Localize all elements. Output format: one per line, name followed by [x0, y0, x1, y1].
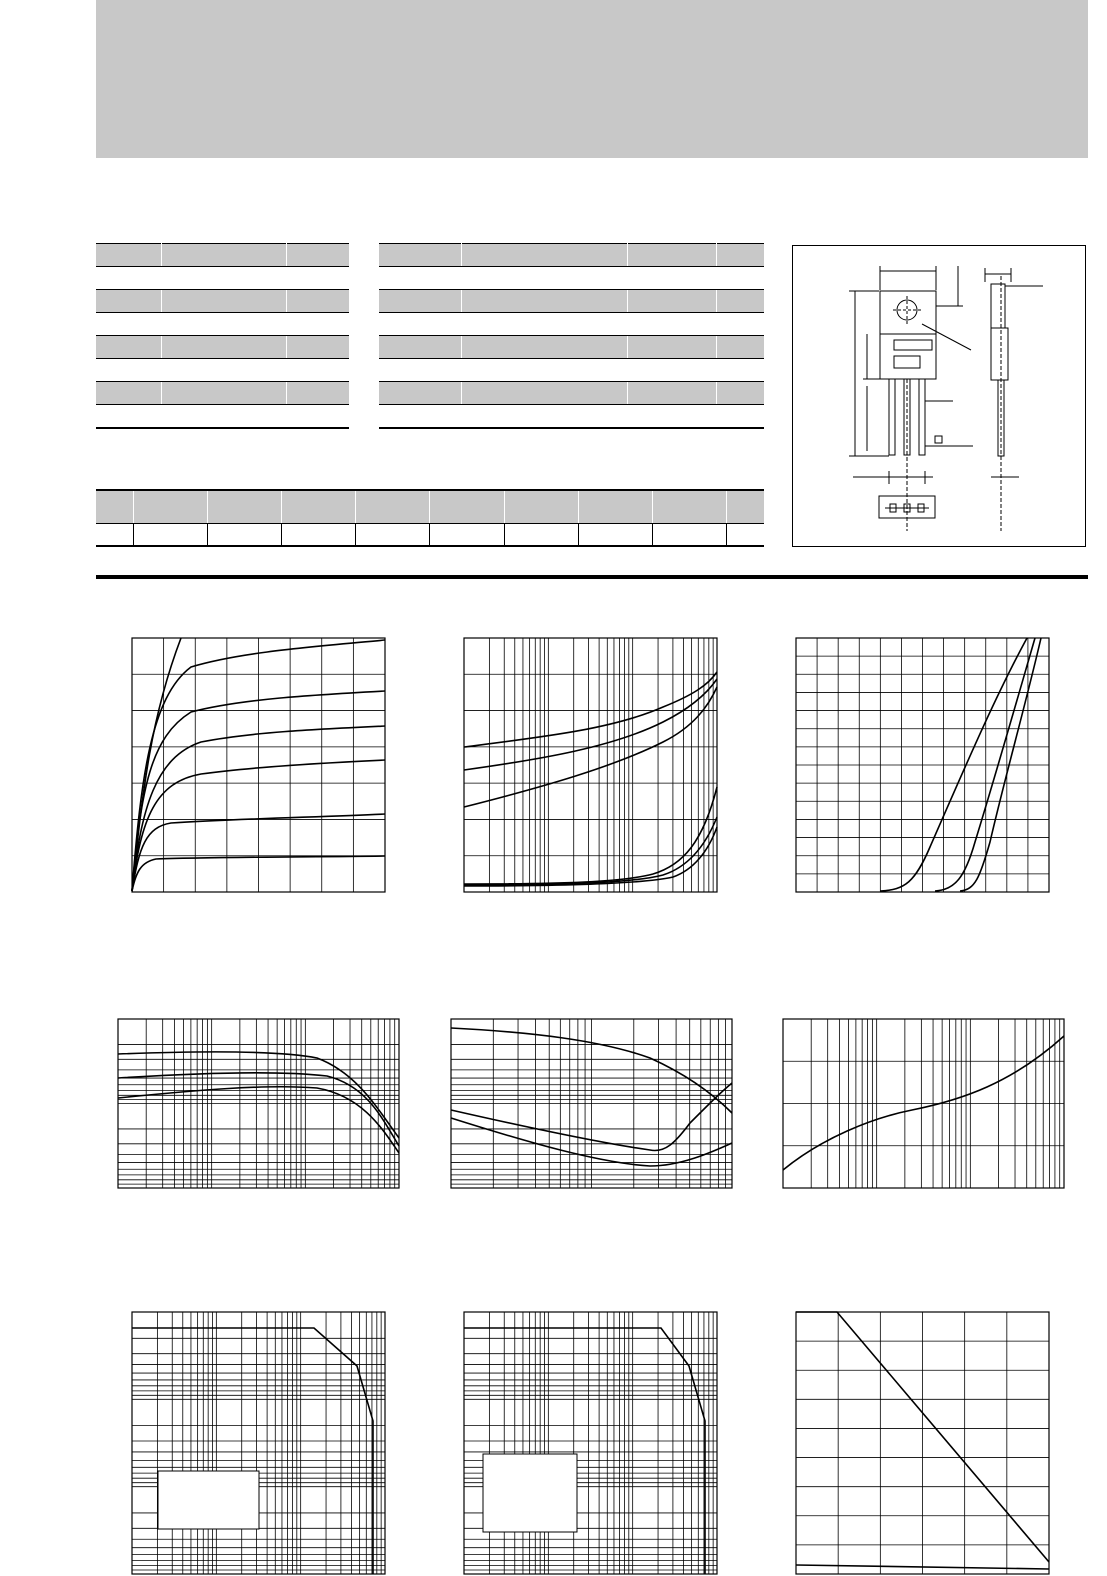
- table-cell: [461, 244, 627, 267]
- table-cell: [161, 267, 286, 290]
- table-row: [96, 405, 349, 429]
- package-outline-drawing: [793, 246, 1087, 548]
- chart-soa-2: [463, 1311, 719, 1576]
- table-cell: [96, 313, 161, 336]
- chart-output-characteristics: [131, 637, 387, 893]
- table-cell: [627, 359, 716, 382]
- table-row: [96, 524, 764, 547]
- table-cell: [161, 336, 286, 359]
- table-cell: [504, 490, 578, 524]
- chart-legend-box-8: [483, 1454, 577, 1532]
- table-cell: [161, 359, 286, 382]
- table-row: [379, 290, 764, 313]
- table-cell: [716, 290, 764, 313]
- table-cell: [461, 405, 627, 429]
- chart-transfer-curves: [795, 637, 1051, 893]
- ratings-table: [96, 243, 349, 429]
- chart-curves-2: [464, 672, 717, 886]
- table-cell: [161, 290, 286, 313]
- table-cell: [282, 524, 356, 547]
- classification-table: [96, 489, 764, 547]
- table-cell: [96, 405, 161, 429]
- table-cell: [716, 382, 764, 405]
- table-cell: [578, 524, 652, 547]
- chart-soa-1: [131, 1311, 387, 1576]
- table-cell: [161, 405, 286, 429]
- table-cell: [286, 244, 349, 267]
- table-cell: [627, 382, 716, 405]
- table-cell: [282, 490, 356, 524]
- table-cell: [504, 524, 578, 547]
- table-cell: [461, 359, 627, 382]
- table-cell: [161, 313, 286, 336]
- table-cell: [379, 405, 461, 429]
- chart-derating: [795, 1311, 1051, 1576]
- header-band: [96, 0, 1088, 158]
- table-cell: [727, 490, 764, 524]
- table-cell: [96, 336, 161, 359]
- table-row: [379, 336, 764, 359]
- table-row: [379, 313, 764, 336]
- table-cell: [461, 313, 627, 336]
- table-cell: [356, 490, 430, 524]
- table-cell: [379, 244, 461, 267]
- chart-s-curve: [782, 1018, 1066, 1190]
- table-cell: [627, 290, 716, 313]
- table-cell: [653, 490, 727, 524]
- chart-grid-1: [132, 638, 385, 892]
- section-divider: [96, 575, 1088, 579]
- table-cell: [627, 336, 716, 359]
- table-cell: [286, 382, 349, 405]
- characteristics-table: [379, 243, 764, 429]
- table-row: [96, 244, 349, 267]
- chart-curves-4: [118, 1052, 399, 1153]
- table-cell: [286, 267, 349, 290]
- table-cell: [161, 382, 286, 405]
- table-cell: [379, 336, 461, 359]
- table-cell: [716, 244, 764, 267]
- table-cell: [96, 290, 161, 313]
- table-row: [96, 382, 349, 405]
- table-cell: [133, 524, 207, 547]
- table-cell: [96, 490, 133, 524]
- table-cell: [356, 524, 430, 547]
- table-cell: [379, 359, 461, 382]
- table-row: [379, 267, 764, 290]
- table-cell: [461, 267, 627, 290]
- table-cell: [716, 267, 764, 290]
- table-cell: [379, 382, 461, 405]
- table-cell: [133, 490, 207, 524]
- table-cell: [716, 359, 764, 382]
- table-cell: [627, 313, 716, 336]
- table-cell: [727, 524, 764, 547]
- table-cell: [627, 244, 716, 267]
- table-cell: [286, 290, 349, 313]
- table-cell: [379, 290, 461, 313]
- table-cell: [207, 490, 281, 524]
- table-cell: [96, 267, 161, 290]
- table-cell: [430, 490, 504, 524]
- table-cell: [96, 244, 161, 267]
- table-cell: [716, 336, 764, 359]
- table-cell: [207, 524, 281, 547]
- table-cell: [286, 336, 349, 359]
- package-outline-box: [792, 245, 1086, 547]
- table-row: [379, 382, 764, 405]
- table-cell: [96, 524, 133, 547]
- table-cell: [627, 267, 716, 290]
- chart-curves-6: [783, 1036, 1064, 1170]
- chart-log-curves: [463, 637, 719, 893]
- table-row: [96, 267, 349, 290]
- chart-legend-box-7: [158, 1471, 259, 1529]
- table-cell: [578, 490, 652, 524]
- table-cell: [461, 290, 627, 313]
- table-row: [96, 290, 349, 313]
- table-row: [379, 244, 764, 267]
- table-row: [96, 359, 349, 382]
- table-cell: [461, 382, 627, 405]
- table-cell: [461, 336, 627, 359]
- table-cell: [96, 359, 161, 382]
- table-cell: [96, 382, 161, 405]
- chart-crossing-curves: [450, 1018, 734, 1190]
- table-row: [96, 313, 349, 336]
- table-cell: [379, 267, 461, 290]
- table-cell: [286, 405, 349, 429]
- chart-log-roll-off: [117, 1018, 401, 1190]
- table-cell: [286, 359, 349, 382]
- chart-curves-3: [880, 638, 1041, 891]
- table-cell: [627, 405, 716, 429]
- table-row: [379, 359, 764, 382]
- table-cell: [430, 524, 504, 547]
- table-row: [379, 405, 764, 429]
- table-cell: [716, 405, 764, 429]
- table-row: [96, 490, 764, 524]
- table-cell: [653, 524, 727, 547]
- table-cell: [286, 313, 349, 336]
- table-cell: [379, 313, 461, 336]
- table-cell: [716, 313, 764, 336]
- table-row: [96, 336, 349, 359]
- table-cell: [161, 244, 286, 267]
